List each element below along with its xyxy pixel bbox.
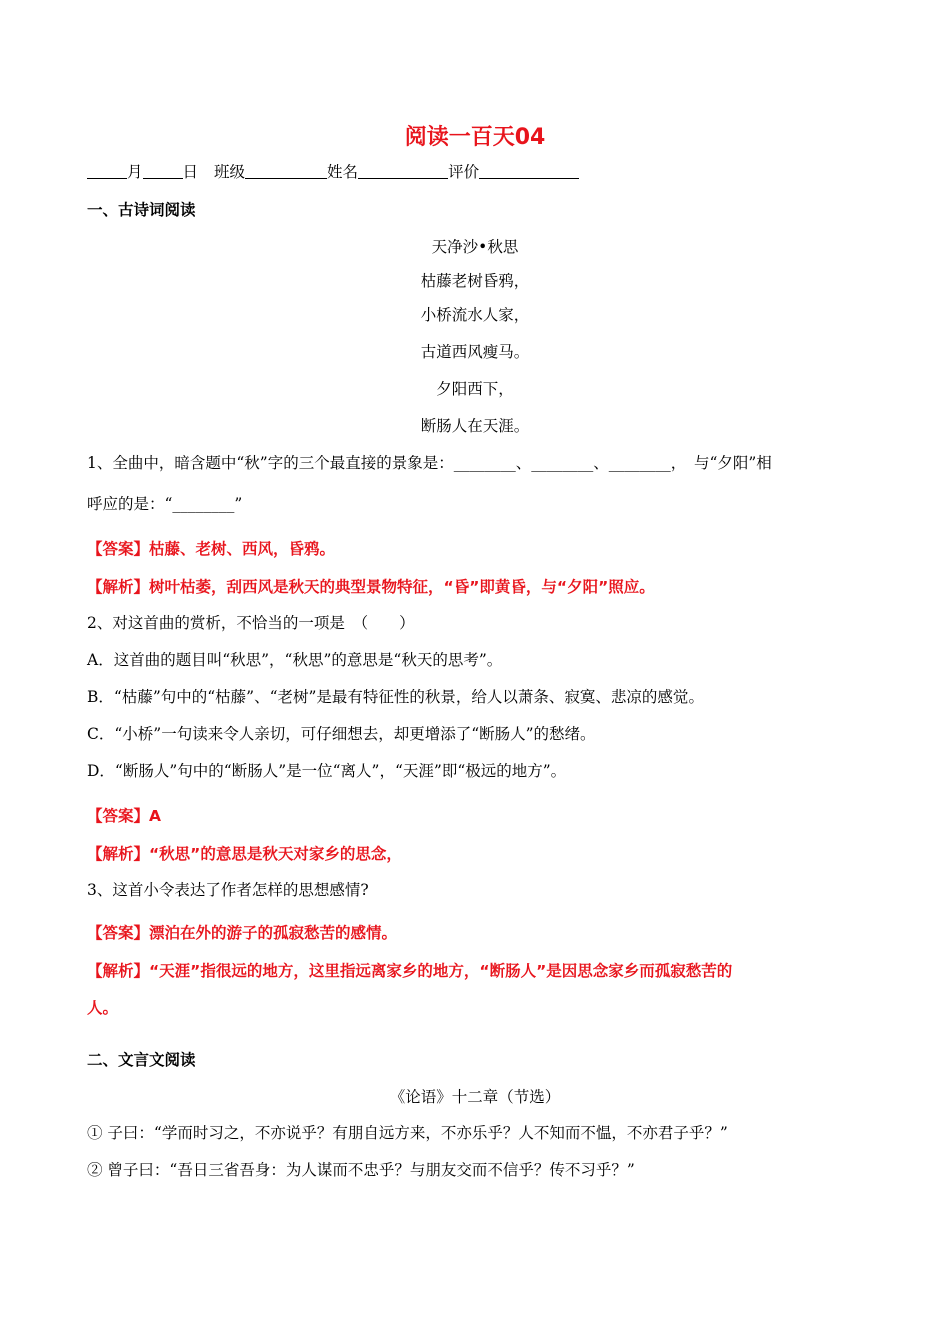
poem-line: 夕阳西下， <box>436 380 514 398</box>
q2-option-b: B．“枯藤”句中的“枯藤”、“老树”是最有特征性的秋景，给人以萧条、寂寞、悲凉的感觉。 <box>87 688 704 706</box>
q1-line1: 1、全曲中，暗含题中“秋”字的三个最直接的景象是：________、________、________， 与“夕阳”相 <box>87 454 772 472</box>
poem-line: 小桥流水人家， <box>420 306 530 324</box>
q1-analysis: 【解析】树叶枯萎，刮西风是秋天的典型景物特征，“昏”即黄昏，与“夕阳”照应。 <box>87 578 655 596</box>
poem-title: 天净沙•秋思 <box>431 238 519 256</box>
q2-stem: 2、对这首曲的赏析，不恰当的一项是 （ ） <box>87 614 415 632</box>
q2-answer: 【答案】A <box>87 807 161 825</box>
q3-analysis-line2: 人。 <box>87 999 119 1017</box>
page-title: 阅读一百天04 <box>404 125 546 150</box>
grade-blank <box>479 162 579 179</box>
q3-stem: 3、这首小令表达了作者怎样的思想感情? <box>87 881 369 899</box>
poem-line: 枯藤老树昏鸦， <box>420 272 530 290</box>
poem-line: 断肠人在天涯。 <box>420 417 530 435</box>
q2-analysis: 【解析】“秋思”的意思是秋天对家乡的思念， <box>87 845 402 863</box>
class-label: 班级 <box>214 163 246 181</box>
q2-option-d: D．“断肠人”句中的“断肠人”是一位“离人”，“天涯”即“极远的地方”。 <box>87 762 567 780</box>
day-blank <box>143 162 183 179</box>
section2-heading: 二、文言文阅读 <box>87 1051 196 1069</box>
month-label: 月 <box>127 163 143 181</box>
section1-heading: 一、古诗词阅读 <box>87 201 196 219</box>
name-label: 姓名 <box>327 163 359 181</box>
month-blank <box>87 162 127 179</box>
q2-option-c: C．“小桥”一句读来令人亲切，可仔细想去，却更增添了“断肠人”的愁绪。 <box>87 725 596 743</box>
grade-label: 评价 <box>448 163 480 181</box>
name-blank <box>358 162 448 179</box>
section2-subtitle: 《论语》十二章（节选） <box>389 1088 561 1106</box>
q1-answer: 【答案】枯藤、老树、西风，昏鸦。 <box>87 540 336 558</box>
analects-item: ② 曾子曰：“吾日三省吾身：为人谋而不忠乎？与朋友交而不信乎？传不习乎？” <box>87 1161 635 1179</box>
q2-option-a: A．这首曲的题目叫“秋思”，“秋思”的意思是“秋天的思考”。 <box>87 651 503 669</box>
q3-answer: 【答案】漂泊在外的游子的孤寂愁苦的感情。 <box>87 924 398 942</box>
info-line <box>87 162 579 182</box>
q1-line2: 呼应的是：“________” <box>87 495 243 513</box>
class-blank <box>245 162 327 179</box>
analects-item: ① 子曰：“学而时习之，不亦说乎？有朋自远方来，不亦乐乎？人不知而不愠，不亦君子乎？” <box>87 1124 728 1142</box>
poem-line: 古道西风瘦马。 <box>420 343 530 361</box>
day-label: 日 <box>182 163 199 181</box>
q3-analysis-line1: 【解析】“天涯”指很远的地方，这里指远离家乡的地方，“断肠人”是因思念家乡而孤寂愁苦的 <box>87 962 733 980</box>
